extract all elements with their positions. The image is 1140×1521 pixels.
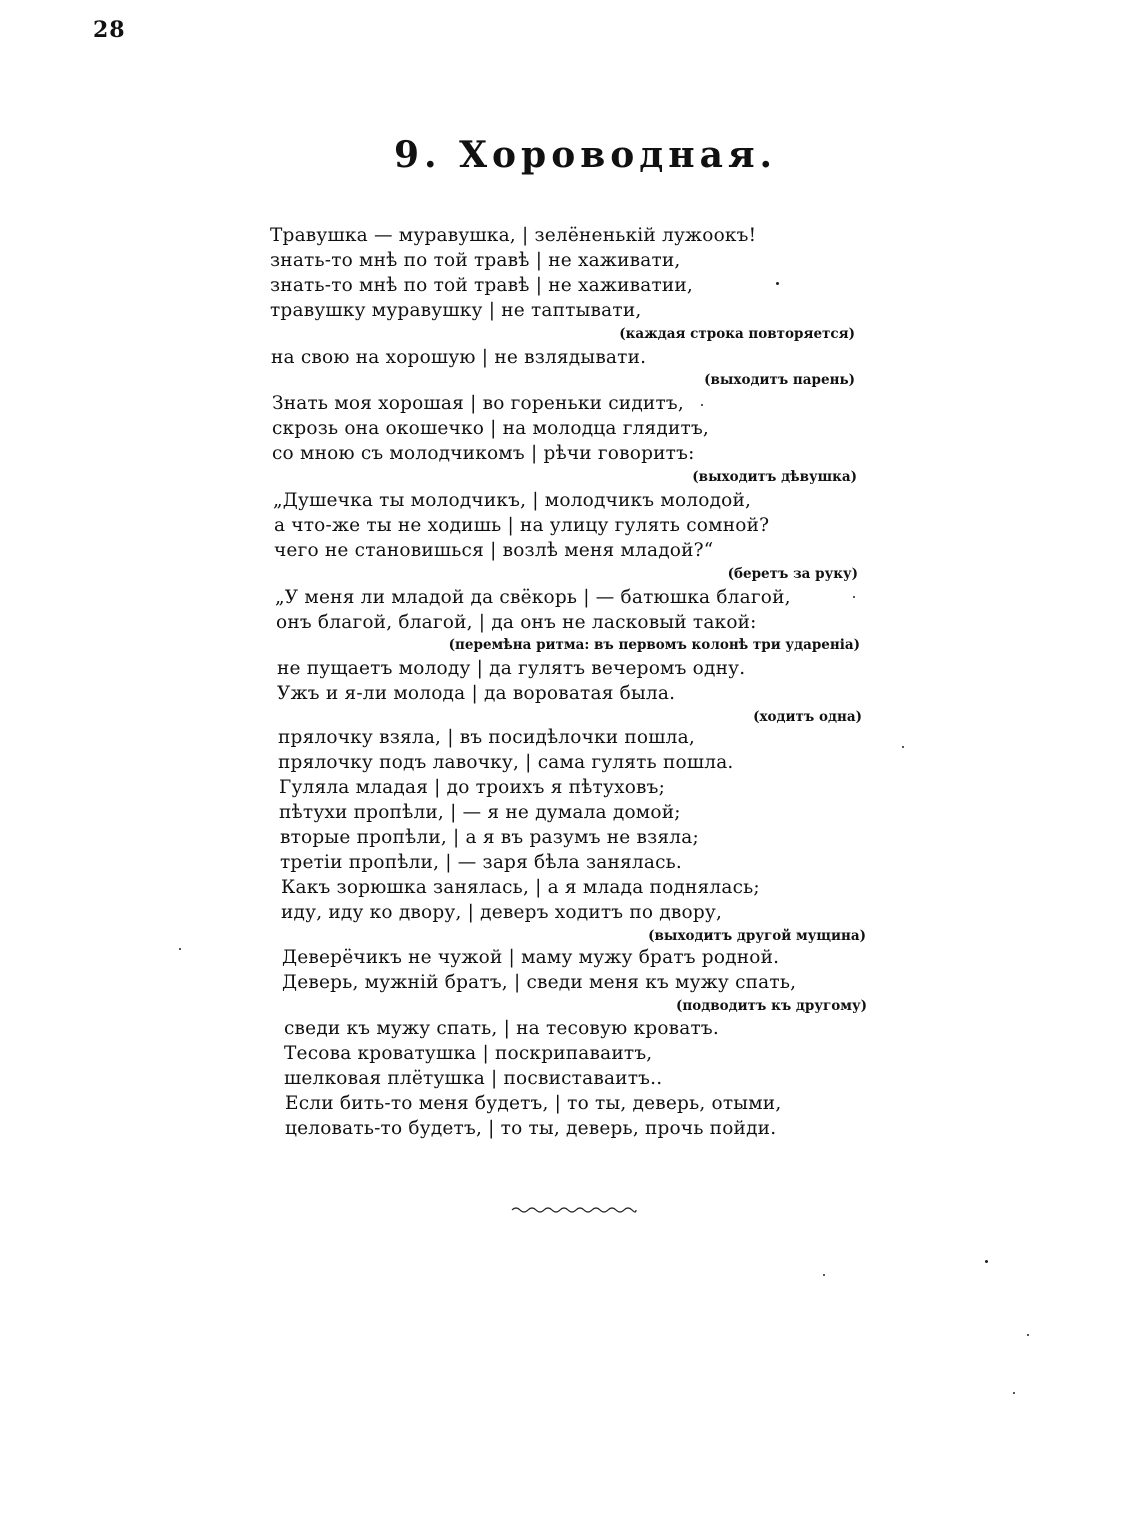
verse-line: травушку муравушку | не таптывати, <box>270 300 642 321</box>
verse-line: со мною съ молодчикомъ | рѣчи говоритъ: <box>272 443 695 464</box>
verse-line: Деверь, мужнiй братъ, | сведи меня къ мужу спать, <box>282 972 797 993</box>
stage-direction: (выходитъ другой мущина) <box>648 928 866 944</box>
verse-line: пѣтухи пропѣли, | — я не думала домой; <box>279 802 681 823</box>
verse-line: прялочку взяла, | въ посидѣлочки пошла, <box>278 727 695 748</box>
verse-line: онъ благой, благой, | да онъ не ласковый такой: <box>276 612 757 633</box>
stage-direction: (выходитъ дѣвушка) <box>692 469 857 485</box>
verse-line: чего не становишься | возлѣ меня младой?“ <box>274 540 714 561</box>
scan-speck <box>701 404 703 406</box>
verse-line: знать-то мнѣ по той травѣ | не хаживатии, <box>270 275 694 296</box>
song-title: 9. Хороводная. <box>394 134 778 176</box>
scan-speck <box>776 282 779 285</box>
stage-direction: (беретъ за руку) <box>727 566 858 582</box>
scan-speck <box>985 1260 988 1263</box>
verse-line: на свою на хорошую | не взлядывати. <box>271 347 647 368</box>
wavy-divider-ornament <box>510 1200 638 1220</box>
verse-line: Травушка — муравушка, | зелёненькiй лужоокъ! <box>270 225 757 246</box>
verse-line: вторые пропѣли, | а я въ разумъ не взяла; <box>280 827 699 848</box>
scan-speck <box>902 746 904 748</box>
scan-speck <box>1013 1392 1015 1394</box>
verse-line: Какъ зорюшка занялась, | а я млада поднялась; <box>281 877 760 898</box>
verse-line: Если бить-то меня будетъ, | то ты, деверь, отыми, <box>285 1093 782 1114</box>
verse-line: шелковая плётушка | посвиставаитъ.. <box>284 1068 663 1089</box>
verse-line: иду, иду ко двору, | деверъ ходитъ по двору, <box>281 902 723 923</box>
verse-line: Деверёчикъ не чужой | маму мужу братъ родной. <box>282 947 780 968</box>
verse-line: знать-то мнѣ по той травѣ | не хаживати, <box>270 250 681 271</box>
scan-speck <box>1027 1334 1029 1336</box>
verse-line: скрозь она окошечко | на молодца глядитъ, <box>272 418 710 439</box>
stage-direction: (ходитъ одна) <box>753 709 862 725</box>
verse-line: „Душечка ты молодчикъ, | молодчикъ молодой, <box>273 490 752 511</box>
stage-direction: (подводитъ къ другому) <box>675 998 867 1014</box>
stage-direction: (перемѣна ритма: въ первомъ колонѣ три удареніа) <box>448 637 860 653</box>
scan-speck <box>853 596 855 598</box>
verse-line: третiи пропѣли, | — заря бѣла занялась. <box>280 852 683 873</box>
verse-line: целовать-то будетъ, | то ты, деверь, прочь пойди. <box>285 1118 777 1139</box>
page-number: 28 <box>93 17 126 43</box>
verse-line: а что-же ты не ходишь | на улицу гулять сомной? <box>274 515 770 536</box>
verse-line: сведи къ мужу спать, | на тесовую кроватъ. <box>284 1018 719 1039</box>
verse-line: не пущаетъ молоду | да гулятъ вечеромъ одну. <box>277 658 746 679</box>
stage-direction: (выходитъ парень) <box>704 372 855 388</box>
verse-line: Ужъ и я-ли молода | да вороватая была. <box>277 683 676 704</box>
verse-line: „У меня ли младой да свёкорь | — батюшка благой, <box>275 587 791 608</box>
verse-line: Знать моя хорошая | во гореньки сидитъ, <box>272 393 684 414</box>
verse-line: Гуляла младая | до троихъ я пѣтуховъ; <box>279 777 666 798</box>
verse-line: прялочку подъ лавочку, | сама гулять пошла. <box>278 752 734 773</box>
stage-direction: (каждая строка повторяется) <box>619 326 855 342</box>
verse-line: Тесова кроватушка | поскрипаваитъ, <box>284 1043 653 1064</box>
scan-speck <box>823 1274 825 1276</box>
scan-speck <box>179 948 181 950</box>
